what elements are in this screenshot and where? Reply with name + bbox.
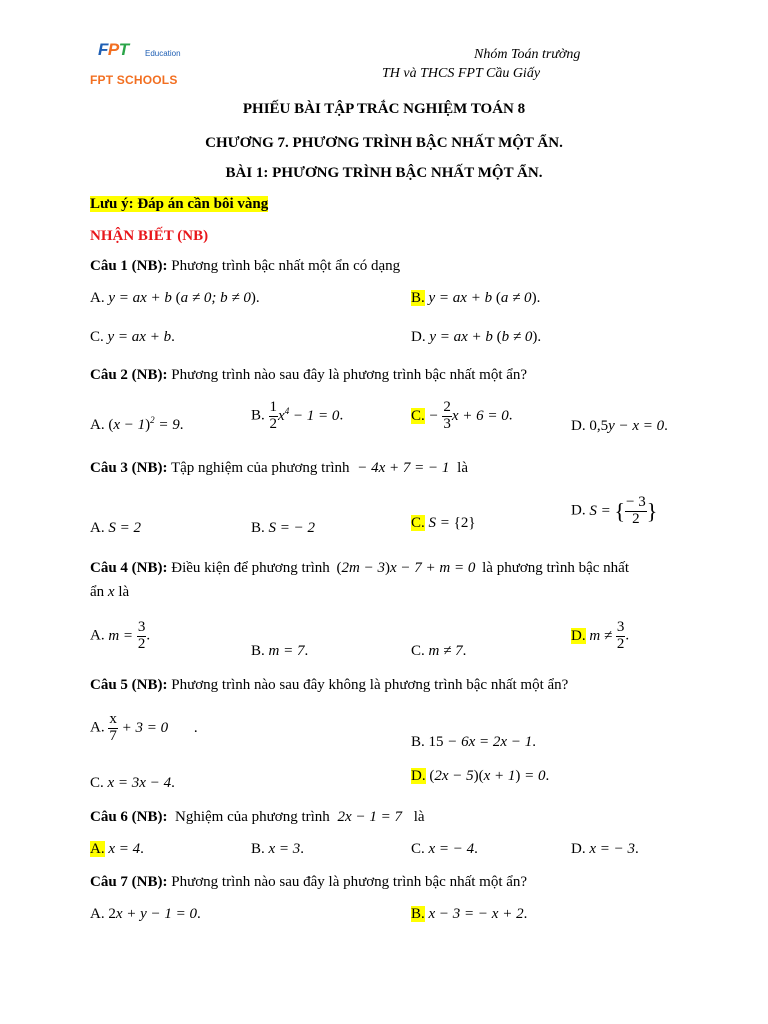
note: Lưu ý: Đáp án cần bôi vàng	[90, 196, 269, 212]
logo-education: Education	[145, 49, 181, 58]
q2-option-a[interactable]: A. $(x - 1)^2 = 9$.	[90, 415, 184, 433]
group-line-1: Nhóm Toán trường	[474, 47, 581, 62]
q2-option-d[interactable]: D. 0,5y − x = 0.	[571, 418, 668, 434]
q4-option-a[interactable]: A. m = $\frac{3}{2}$ .	[90, 619, 151, 652]
title-chapter: CHƯƠNG 7. PHƯƠNG TRÌNH BẬC NHẤT MỘT ẨN.	[205, 135, 563, 151]
q1-option-a[interactable]: A. y = ax + b (a ≠ 0; b ≠ 0).	[90, 290, 260, 306]
title-lesson: BÀI 1: PHƯƠNG TRÌNH BẬC NHẤT MỘT ẨN.	[225, 165, 543, 181]
q4-option-b[interactable]: B. m = 7.	[251, 643, 309, 659]
logo-schools: FPT SCHOOLS	[90, 73, 178, 87]
q4-option-c[interactable]: C. m ≠ 7.	[411, 643, 467, 659]
question-7: Câu 7 (NB): Phương trình nào sau đây là phương trình bậc nhất một ẩn?	[90, 874, 528, 890]
q3-option-d[interactable]: D. S = { $\frac{- 3}{2}$ }	[571, 494, 658, 527]
question-2: Câu 2 (NB): Phương trình nào sau đây là phương trình bậc nhất một ẩn?	[90, 367, 528, 383]
q3-option-c[interactable]: C. S = {2}	[411, 515, 476, 531]
q6-option-c[interactable]: C. x = − 4.	[411, 841, 478, 857]
fpt-logo: FPT	[98, 40, 129, 59]
q7-option-b[interactable]: B. x − 3 = − x + 2.	[411, 906, 528, 922]
q1-option-d[interactable]: D. y = ax + b (b ≠ 0).	[411, 329, 542, 345]
title-worksheet: PHIẾU BÀI TẬP TRẮC NGHIỆM TOÁN 8	[242, 101, 526, 117]
group-line-2: TH và THCS FPT Cầu Giấy	[382, 66, 541, 81]
q5-option-c[interactable]: C. x = 3x − 4.	[90, 775, 175, 791]
q6-option-a[interactable]: A. x = 4.	[90, 841, 144, 857]
q6-option-d[interactable]: D. x = − 3.	[571, 841, 639, 857]
q1-option-b[interactable]: B. y = ax + b (a ≠ 0).	[411, 290, 541, 306]
q2-option-c[interactable]: C. − $\frac{2}{3}$ x + 6 = 0.	[411, 399, 513, 432]
q5-option-a[interactable]: A. $\frac{x}{7}$ + 3 = 0 .	[90, 711, 198, 744]
q1-option-c[interactable]: C. y = ax + b.	[90, 329, 175, 345]
q5-option-d[interactable]: D. (2x − 5)(x + 1) = 0.	[411, 768, 550, 784]
question-3: Câu 3 (NB): Tập nghiệm của phương trình − 4x + 7 = − 1 là	[90, 460, 468, 476]
section-heading: NHẬN BIẾT (NB)	[90, 228, 209, 244]
q7-option-a[interactable]: A. 2x + y − 1 = 0.	[90, 906, 201, 922]
q2-option-b[interactable]: B. $\frac{1}{2}$ $x^4 - 1 = 0$.	[251, 399, 344, 432]
q5-option-b[interactable]: B. 15 − 6x = 2x − 1.	[411, 734, 536, 750]
question-6: Câu 6 (NB): Nghiệm của phương trình 2x − 1 = 7 là	[90, 809, 425, 825]
question-4-line2: ẩn x là	[90, 584, 130, 600]
q3-option-a[interactable]: A. S = 2	[90, 520, 141, 536]
q6-option-b[interactable]: B. x = 3.	[251, 841, 305, 857]
question-1: Câu 1 (NB): Phương trình bậc nhất một ẩn có dạng	[90, 258, 401, 274]
question-4: Câu 4 (NB): Điều kiện để phương trình (2m − 3)x − 7 + m = 0 là phương trình bậc nhất	[90, 560, 629, 576]
q4-option-d[interactable]: D. m ≠ $\frac{3}{2}$ .	[571, 619, 630, 652]
question-5: Câu 5 (NB): Phương trình nào sau đây không là phương trình bậc nhất một ẩn?	[90, 677, 569, 693]
q3-option-b[interactable]: B. S = − 2	[251, 520, 316, 536]
